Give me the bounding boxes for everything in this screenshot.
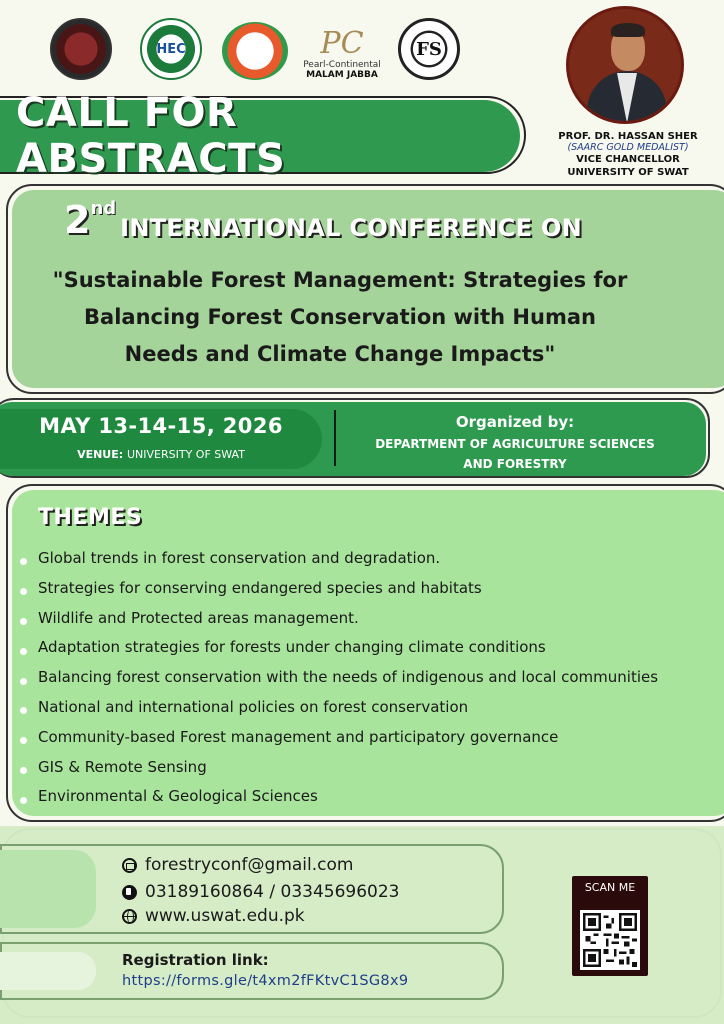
- venue-label: VENUE:: [77, 448, 124, 461]
- conference-heading: [64, 198, 582, 258]
- bullet-icon: [20, 737, 27, 744]
- themes-list: [20, 544, 710, 812]
- contact-email[interactable]: [122, 855, 353, 875]
- hec-logo-text: HEC: [156, 41, 186, 57]
- theme-text: Wildlife and Protected areas management.: [38, 608, 359, 627]
- theme-item: [20, 723, 710, 753]
- contact-phone[interactable]: [122, 882, 400, 902]
- theme-text: Environmental & Geological Sciences: [38, 787, 318, 806]
- conference-ordinal: 2: [64, 198, 91, 242]
- scan-me-label: SCAN ME: [584, 881, 636, 894]
- fs-logo-text: FS: [416, 38, 442, 60]
- department-line: DEPARTMENT OF AGRICULTURE SCIENCES: [375, 437, 655, 451]
- event-venue: [0, 448, 322, 461]
- qr-code-icon[interactable]: [580, 910, 640, 970]
- contact-accent: [0, 850, 96, 928]
- university-of-swat-logo: [50, 18, 112, 80]
- theme-item: [20, 753, 710, 783]
- website-text: www.uswat.edu.pk: [145, 906, 305, 926]
- bullet-icon: [20, 767, 27, 774]
- phone-text: 03189160864 / 03345696023: [145, 882, 400, 902]
- pc-location: MALAM JABBA: [306, 70, 378, 80]
- phone-icon: [122, 885, 137, 900]
- conference-title-line: "Sustainable Forest Management: Strategies for: [52, 268, 628, 292]
- bullet-icon: [20, 558, 27, 565]
- organized-by-label: Organized by:: [455, 413, 575, 431]
- vc-university: UNIVERSITY OF SWAT: [567, 167, 689, 178]
- conference-heading-text: INTERNATIONAL CONFERENCE ON: [120, 214, 583, 242]
- theme-item: [20, 544, 710, 574]
- themes-title: THEMES: [38, 505, 143, 530]
- vice-chancellor-portrait: [566, 6, 684, 124]
- theme-item: [20, 574, 710, 604]
- venue-name: UNIVERSITY OF SWAT: [127, 448, 245, 461]
- email-text: forestryconf@gmail.com: [145, 855, 354, 875]
- registration-link[interactable]: https://forms.gle/t4xm2fFKtvC1SG8x9: [122, 973, 409, 989]
- conference-title-line: Balancing Forest Conservation with Human: [84, 305, 596, 329]
- globe-icon: [122, 909, 137, 924]
- vc-title: VICE CHANCELLOR: [576, 154, 680, 165]
- vice-chancellor-caption: [548, 131, 708, 179]
- theme-item: [20, 693, 710, 723]
- theme-text: Community-based Forest management and participatory governance: [38, 727, 559, 746]
- pearl-continental-logo: [298, 18, 386, 90]
- theme-text: Strategies for conserving endangered species and habitats: [38, 578, 482, 597]
- registration-accent: [0, 952, 96, 990]
- pc-mark: PC: [320, 26, 364, 61]
- theme-text: GIS & Remote Sensing: [38, 757, 207, 776]
- theme-text: National and international policies on forest conservation: [38, 697, 469, 716]
- banner-text: CALL FOR ABSTRACTS: [16, 90, 286, 182]
- theme-text: Global trends in forest conservation and degradation.: [38, 549, 441, 567]
- conference-title: [20, 262, 660, 373]
- hec-logo: [140, 18, 202, 80]
- call-for-abstracts-banner: [0, 90, 520, 182]
- bullet-icon: [20, 648, 27, 655]
- oric-logo: [222, 22, 288, 80]
- bullet-icon: [20, 707, 27, 714]
- pc-name: Pearl-Continental: [303, 60, 381, 70]
- theme-item: [20, 782, 710, 812]
- bullet-icon: [20, 588, 27, 595]
- registration-label: Registration link:: [122, 951, 269, 969]
- bullet-icon: [20, 797, 27, 804]
- theme-item: [20, 663, 710, 693]
- organizer-department: [350, 434, 680, 474]
- event-dates: MAY 13-14-15, 2026: [39, 414, 283, 438]
- vc-name: PROF. DR. HASSAN SHER: [558, 131, 698, 142]
- theme-text: Adaptation strategies for forests under changing climate conditions: [38, 638, 546, 657]
- department-line: AND FORESTRY: [463, 457, 567, 471]
- conference-ordinal-suffix: nd: [90, 198, 117, 219]
- fs-logo: [398, 18, 460, 80]
- conference-title-line: Needs and Climate Change Impacts": [124, 342, 556, 366]
- bullet-icon: [20, 618, 27, 625]
- contact-website[interactable]: [122, 906, 305, 926]
- email-icon: [122, 858, 137, 873]
- theme-item: [20, 604, 710, 634]
- bullet-icon: [20, 678, 27, 685]
- vc-medal: (SAARC GOLD MEDALIST): [567, 142, 689, 153]
- event-divider: [334, 410, 336, 466]
- theme-text: Balancing forest conservation with the needs of indigenous and local communities: [38, 668, 659, 687]
- theme-item: [20, 633, 710, 663]
